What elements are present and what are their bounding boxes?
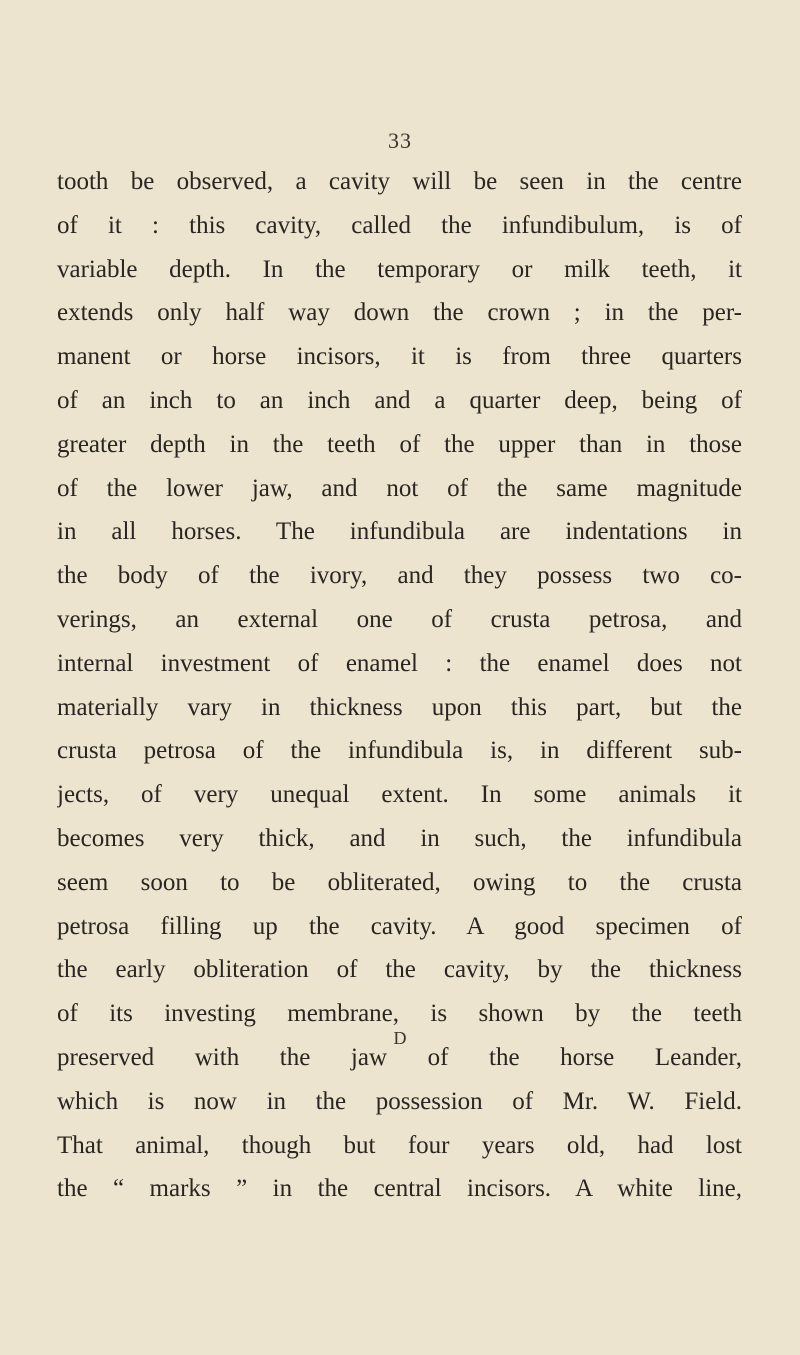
text-line: greater depth in the teeth of the upper than in those [57,430,742,458]
text-line: extends only half way down the crown ; in the per- [57,299,742,327]
body-text [57,160,742,1211]
text-line: becomes very thick, and in such, the infundibula [57,824,742,852]
text-line: tooth be observed, a cavity will be seen in the centre [57,168,742,195]
text-line: jects, of very unequal extent. In some animals it [57,781,742,809]
text-line: variable depth. In the temporary or milk teeth, it [57,255,742,283]
text-line: of an inch to an inch and a quarter deep, being of [57,386,742,414]
text-line: seem soon to be obliterated, owing to the crusta [57,868,742,896]
text-line: preserved with the jaw of the horse Leander, [57,1043,742,1071]
page-number: 33 [388,128,412,153]
text-line: petrosa filling up the cavity. A good specimen of [57,912,742,940]
text-line: verings, an external one of crusta petrosa, and [57,605,742,633]
text-line: the early obliteration of the cavity, by the thickness [57,956,742,984]
signature-mark: D [393,1028,407,1048]
text-line: of the lower jaw, and not of the same magnitude [57,474,742,502]
text-line: materially vary in thickness upon this part, but the [57,693,742,721]
text-line: crusta petrosa of the infundibula is, in different sub- [57,737,742,765]
text-line: of its investing membrane, is shown by the teeth [57,1000,742,1028]
text-line: the “ marks ” in the central incisors. A white line, [57,1175,742,1203]
text-line: which is now in the possession of Mr. W. Field. [57,1087,742,1115]
text-line: That animal, though but four years old, had lost [57,1131,742,1159]
text-line: the body of the ivory, and they possess two co- [57,562,742,590]
text-line: internal investment of enamel : the enamel does not [57,649,742,677]
text-line: of it : this cavity, called the infundibulum, is of [57,211,742,239]
text-line: in all horses. The infundibula are indentations in [57,518,742,546]
text-line: manent or horse incisors, it is from three quarters [57,343,742,371]
